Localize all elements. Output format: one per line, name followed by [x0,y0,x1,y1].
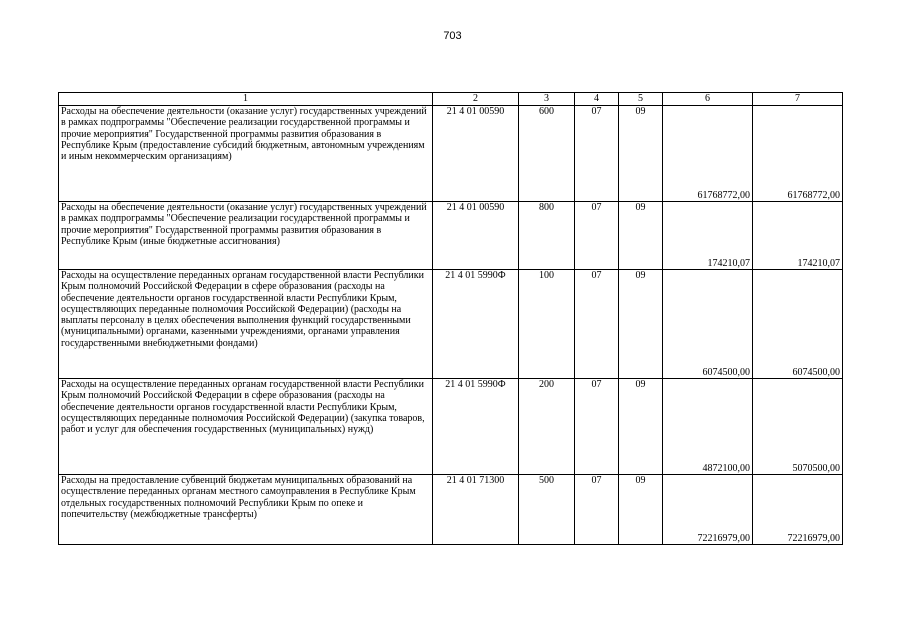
row-target-code: 21 4 01 5990Ф [433,270,519,379]
row-amount-col6: 174210,07 [663,202,753,270]
row-section: 07 [575,379,619,475]
row-expense-type: 100 [519,270,575,379]
row-subsection: 09 [619,106,663,202]
table-row [59,106,843,202]
header-row [59,93,843,106]
row-target-code: 21 4 01 5990Ф [433,379,519,475]
row-section: 07 [575,270,619,379]
row-description: Расходы на предоставление субвенций бюджетам муниципальных образований на осуществление переданных органам местного самоуправления в Республике Крым отдельных государственных полномочий Республики Крым по опеке и попечительству (межбюджетные трансферты) [59,475,433,545]
row-amount-col7: 174210,07 [753,202,843,270]
row-description: Расходы на осуществление переданных органам государственной власти Республики Крым полномочий Российской Федерации в сфере образования (расходы на обеспечение деятельности органов государственной власти Республики Крым, осуществляющих переданные полномочия Российской Федерации) (расходы на выплаты персоналу в целях обеспечения выполнения функций государственными (муниципальными) органами, казенными учреждениями, органами управления государственными внебюджетными фондами) [59,270,433,379]
header-col-6: 6 [663,93,753,106]
row-subsection: 09 [619,379,663,475]
row-amount-col6: 61768772,00 [663,106,753,202]
row-expense-type: 600 [519,106,575,202]
row-amount-col6: 72216979,00 [663,475,753,545]
row-description: Расходы на обеспечение деятельности (оказание услуг) государственных учреждений в рамках подпрограммы "Обеспечение реализации государственной программы и прочие мероприятия" Государственной программы развития образования в Республике Крым (иные бюджетные ассигнования) [59,202,433,270]
row-expense-type: 200 [519,379,575,475]
header-col-1: 1 [59,93,433,106]
table-row [59,475,843,545]
row-amount-col7: 72216979,00 [753,475,843,545]
budget-table [58,92,843,545]
page-number: 703 [443,30,462,42]
row-section: 07 [575,475,619,545]
row-description: Расходы на обеспечение деятельности (оказание услуг) государственных учреждений в рамках подпрограммы "Обеспечение реализации государственной программы и прочие мероприятия" Государственной программы развития образования в Республике Крым (предоставление субсидий бюджетным, автономным учреждениям и иным некоммерческим организациям) [59,106,433,202]
table-row [59,202,843,270]
row-amount-col6: 6074500,00 [663,270,753,379]
row-subsection: 09 [619,202,663,270]
row-amount-col7: 5070500,00 [753,379,843,475]
row-target-code: 21 4 01 00590 [433,106,519,202]
header-col-4: 4 [575,93,619,106]
table-row [59,270,843,379]
header-col-2: 2 [433,93,519,106]
header-col-7: 7 [753,93,843,106]
row-expense-type: 800 [519,202,575,270]
row-amount-col6: 4872100,00 [663,379,753,475]
row-section: 07 [575,106,619,202]
table-row [59,379,843,475]
row-subsection: 09 [619,475,663,545]
row-description: Расходы на осуществление переданных органам государственной власти Республики Крым полномочий Российской Федерации в сфере образования (расходы на обеспечение деятельности органов государственной власти Республики Крым, осуществляющих переданные полномочия Российской Федерации) (закупка товаров, работ и услуг для обеспечения государственных (муниципальных) нужд) [59,379,433,475]
row-amount-col7: 61768772,00 [753,106,843,202]
header-col-3: 3 [519,93,575,106]
row-section: 07 [575,202,619,270]
header-col-5: 5 [619,93,663,106]
row-expense-type: 500 [519,475,575,545]
row-subsection: 09 [619,270,663,379]
row-target-code: 21 4 01 71300 [433,475,519,545]
row-amount-col7: 6074500,00 [753,270,843,379]
row-target-code: 21 4 01 00590 [433,202,519,270]
